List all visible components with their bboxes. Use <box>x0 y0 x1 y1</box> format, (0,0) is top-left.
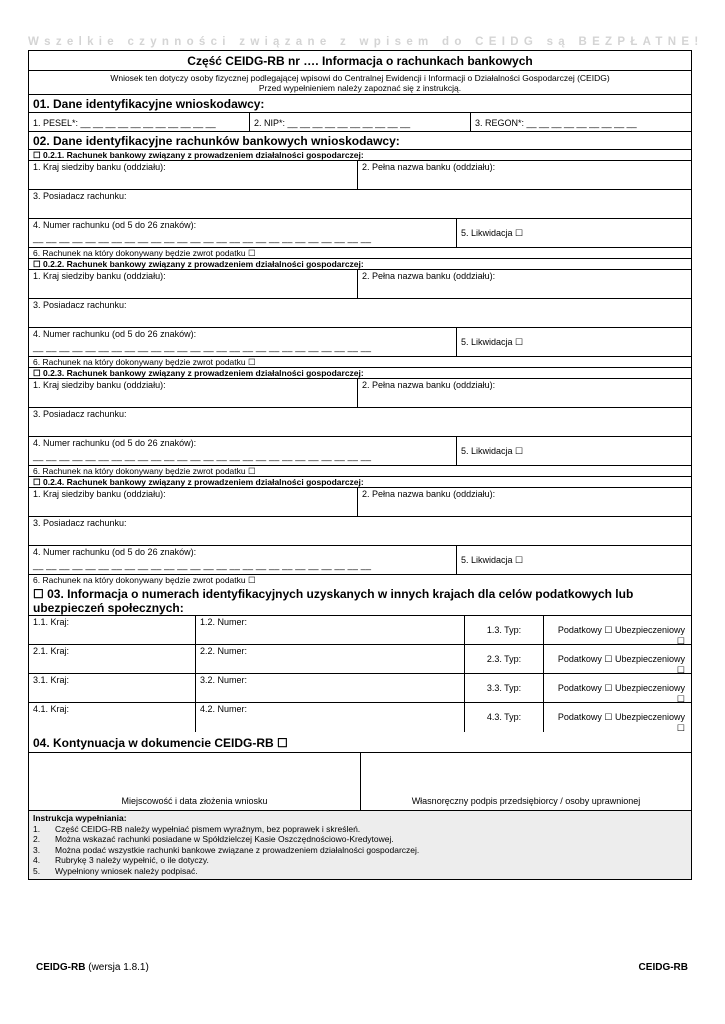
foreign-number-field[interactable]: 4.2. Numer: <box>196 703 465 732</box>
foreign-type-options[interactable]: Podatkowy ☐ Ubezpieczeniowy ☐ <box>557 654 685 675</box>
foreign-id-row <box>29 703 691 732</box>
bank-country-field[interactable] <box>29 379 358 407</box>
footer-right-code: CEIDG-RB <box>638 962 688 973</box>
section-04-title[interactable]: 04. Kontynuacja w dokumencie CEIDG-RB ☐ <box>29 732 691 753</box>
liquidation-checkbox[interactable]: 5. Likwidacja ☐ <box>461 446 524 456</box>
signature-label: Własnoręczny podpis przedsiębiorcy / osoby uprawnionej <box>411 796 641 806</box>
foreign-id-row <box>29 645 691 674</box>
foreign-type-options[interactable]: Podatkowy ☐ Ubezpieczeniowy ☐ <box>557 712 685 733</box>
account-3-header[interactable]: ☐ 0.2.3. Rachunek bankowy związany z prowadzeniem działalności gospodarczej: <box>29 368 691 379</box>
instruction-item <box>33 834 687 845</box>
regon-field[interactable]: 3. REGON*: __ __ __ __ __ __ __ __ __ <box>475 118 637 128</box>
foreign-id-row <box>29 674 691 703</box>
foreign-number-field[interactable]: 1.2. Numer: <box>196 616 465 644</box>
account-number-field[interactable] <box>29 437 457 465</box>
footer-left <box>36 962 149 973</box>
section-03-title[interactable]: ☐ 03. Informacja o numerach identyfikacyjnych uzyskanych w innych krajach dla celów podatkowych lub ubezpieczeń społecznych: <box>29 586 691 616</box>
instruction-text: Można podać wszystkie rachunki bankowe związane z prowadzeniem działalności gospodarczej. <box>55 844 420 855</box>
instruction-item <box>33 845 687 856</box>
account-holder-row <box>29 299 691 328</box>
account-holder-field[interactable] <box>29 299 691 327</box>
account-number-label: 4. Numer rachunku (od 5 do 26 znaków): <box>33 220 197 230</box>
liquidation-checkbox[interactable]: 5. Likwidacja ☐ <box>461 228 524 238</box>
foreign-type-label: 3.3. Typ: <box>465 674 544 702</box>
account-holder-label: 3. Posiadacz rachunku: <box>33 191 127 201</box>
bank-name-field[interactable] <box>358 379 691 407</box>
bank-name-label: 2. Pełna nazwa banku (oddziału): <box>362 162 496 172</box>
ceidg-rb-form <box>28 50 692 880</box>
foreign-type-label: 2.3. Typ: <box>465 645 544 673</box>
bank-country-label: 1. Kraj siedziby banku (oddziału): <box>33 489 166 499</box>
instruction-text: Wypełniony wniosek należy podpisać. <box>55 865 198 876</box>
instruction-item <box>33 855 687 866</box>
account-number-field[interactable] <box>29 546 457 574</box>
account-holder-row <box>29 517 691 546</box>
account-number-row <box>29 328 691 357</box>
instruction-number: 1. <box>33 823 41 834</box>
account-bank-row <box>29 161 691 190</box>
account-2-header[interactable]: ☐ 0.2.2. Rachunek bankowy związany z prowadzeniem działalności gospodarczej: <box>29 259 691 270</box>
tax-refund-checkbox[interactable]: 6. Rachunek na który dokonywany będzie zwrot podatku ☐ <box>33 575 256 585</box>
instruction-number: 4. <box>33 855 41 865</box>
bank-name-label: 2. Pełna nazwa banku (oddziału): <box>362 271 496 281</box>
account-number-label: 4. Numer rachunku (od 5 do 26 znaków): <box>33 438 197 448</box>
account-holder-field[interactable] <box>29 190 691 218</box>
foreign-type-options[interactable]: Podatkowy ☐ Ubezpieczeniowy ☐ <box>557 683 685 704</box>
instruction-number: 2. <box>33 834 41 844</box>
account-number-label: 4. Numer rachunku (od 5 do 26 znaków): <box>33 329 197 339</box>
foreign-number-field[interactable]: 3.2. Numer: <box>196 674 465 702</box>
foreign-country-field[interactable]: 1.1. Kraj: <box>29 616 196 644</box>
account-holder-label: 3. Posiadacz rachunku: <box>33 300 127 310</box>
intro-line-2: Przed wypełnieniem należy zapoznać się z instrukcją. <box>258 83 462 93</box>
form-intro <box>29 71 691 95</box>
liquidation-checkbox[interactable]: 5. Likwidacja ☐ <box>461 337 524 347</box>
account-number-field[interactable] <box>29 328 457 356</box>
tax-refund-checkbox[interactable]: 6. Rachunek na który dokonywany będzie zwrot podatku ☐ <box>29 357 691 368</box>
account-holder-label: 3. Posiadacz rachunku: <box>33 409 127 419</box>
bank-name-label: 2. Pełna nazwa banku (oddziału): <box>362 489 496 499</box>
nip-field[interactable]: 2. NIP*: __ __ __ __ __ __ __ __ __ __ <box>250 113 471 131</box>
bank-country-field[interactable] <box>29 270 358 298</box>
page-footer <box>36 962 688 973</box>
tax-refund-checkbox[interactable]: 6. Rachunek na który dokonywany będzie zwrot podatku ☐ <box>29 466 691 477</box>
instructions-list <box>33 824 687 877</box>
account-number-label: 4. Numer rachunku (od 5 do 26 znaków): <box>33 547 197 557</box>
foreign-id-row <box>29 616 691 645</box>
account-number-blanks: __ __ __ __ __ __ __ __ __ __ __ __ __ __ __ __ __ __ __ __ __ __ __ __ __ __ <box>33 560 372 570</box>
foreign-country-field[interactable]: 2.1. Kraj: <box>29 645 196 673</box>
account-number-row <box>29 219 691 248</box>
free-of-charge-banner: Wszelkie czynności związane z wpisem do CEIDG są BEZPŁATNE! <box>28 36 704 48</box>
foreign-country-field[interactable]: 3.1. Kraj: <box>29 674 196 702</box>
form-title: Część CEIDG-RB nr …. Informacja o rachunkach bankowych <box>29 51 691 71</box>
account-bank-row <box>29 270 691 299</box>
place-date-label: Miejscowość i data złożenia wniosku <box>121 796 268 806</box>
account-bank-row <box>29 488 691 517</box>
account-holder-row <box>29 408 691 437</box>
bank-country-field[interactable] <box>29 161 358 189</box>
instructions-box <box>29 811 691 879</box>
bank-country-field[interactable] <box>29 488 358 516</box>
signature-row <box>29 753 691 811</box>
bank-country-label: 1. Kraj siedziby banku (oddziału): <box>33 271 166 281</box>
footer-form-code: CEIDG-RB <box>36 962 86 973</box>
account-1-header[interactable]: ☐ 0.2.1. Rachunek bankowy związany z prowadzeniem działalności gospodarczej: <box>29 150 691 161</box>
foreign-number-field[interactable]: 2.2. Numer: <box>196 645 465 673</box>
account-holder-row <box>29 190 691 219</box>
instruction-text: Rubrykę 3 należy wypełnić, o ile dotyczy. <box>55 855 209 865</box>
bank-country-label: 1. Kraj siedziby banku (oddziału): <box>33 162 166 172</box>
bank-name-field[interactable] <box>358 488 691 516</box>
account-bank-row <box>29 379 691 408</box>
bank-name-field[interactable] <box>358 161 691 189</box>
identification-row <box>29 113 691 132</box>
foreign-type-label: 1.3. Typ: <box>465 616 544 644</box>
bank-name-field[interactable] <box>358 270 691 298</box>
pesel-field[interactable]: 1. PESEL*: __ __ __ __ __ __ __ __ __ __ __ <box>29 113 250 131</box>
account-number-row <box>29 546 691 575</box>
account-number-blanks: __ __ __ __ __ __ __ __ __ __ __ __ __ __ __ __ __ __ __ __ __ __ __ __ __ __ <box>33 451 372 461</box>
instruction-item <box>33 824 687 835</box>
instruction-text: Część CEIDG-RB należy wypełniać pismem wyraźnym, bez poprawek i skreśleń. <box>55 823 361 834</box>
account-holder-label: 3. Posiadacz rachunku: <box>33 518 127 528</box>
foreign-type-options[interactable]: Podatkowy ☐ Ubezpieczeniowy ☐ <box>557 625 685 646</box>
foreign-type-label: 4.3. Typ: <box>465 703 544 732</box>
footer-version: (wersja 1.8.1) <box>88 962 149 973</box>
instruction-number: 5. <box>33 865 41 876</box>
bank-country-label: 1. Kraj siedziby banku (oddziału): <box>33 380 166 390</box>
instructions-title: Instrukcja wypełniania: <box>33 813 127 823</box>
liquidation-checkbox[interactable]: 5. Likwidacja ☐ <box>461 555 524 565</box>
place-date-field[interactable] <box>29 753 361 810</box>
section-02-title: 02. Dane identyfikacyjne rachunków bankowych wnioskodawcy: <box>29 132 691 150</box>
account-number-field[interactable] <box>29 219 457 247</box>
signature-field[interactable] <box>361 753 691 810</box>
foreign-country-field[interactable]: 4.1. Kraj: <box>29 703 196 732</box>
bank-name-label: 2. Pełna nazwa banku (oddziału): <box>362 380 496 390</box>
account-number-blanks: __ __ __ __ __ __ __ __ __ __ __ __ __ __ __ __ __ __ __ __ __ __ __ __ __ __ <box>33 342 372 352</box>
account-holder-field[interactable] <box>29 517 691 545</box>
account-holder-field[interactable] <box>29 408 691 436</box>
tax-refund-checkbox[interactable]: 6. Rachunek na który dokonywany będzie zwrot podatku ☐ <box>29 248 691 259</box>
account-number-blanks: __ __ __ __ __ __ __ __ __ __ __ __ __ __ __ __ __ __ __ __ __ __ __ __ __ __ <box>33 233 372 243</box>
section-01-title: 01. Dane identyfikacyjne wnioskodawcy: <box>29 95 691 113</box>
instruction-item <box>33 866 687 877</box>
intro-line-1: Wniosek ten dotyczy osoby fizycznej podlegającej wpisowi do Centralnej Ewidencji i Informacji o Działalności Gospodarczej (CEIDG) <box>110 73 610 83</box>
account-number-row <box>29 437 691 466</box>
account-4-header[interactable]: ☐ 0.2.4. Rachunek bankowy związany z prowadzeniem działalności gospodarczej: <box>29 477 691 488</box>
instruction-number: 3. <box>33 844 41 855</box>
instruction-text: Można wskazać rachunki posiadane w Spółdzielczej Kasie Oszczędnościowo-Kredytowej. <box>55 834 394 844</box>
